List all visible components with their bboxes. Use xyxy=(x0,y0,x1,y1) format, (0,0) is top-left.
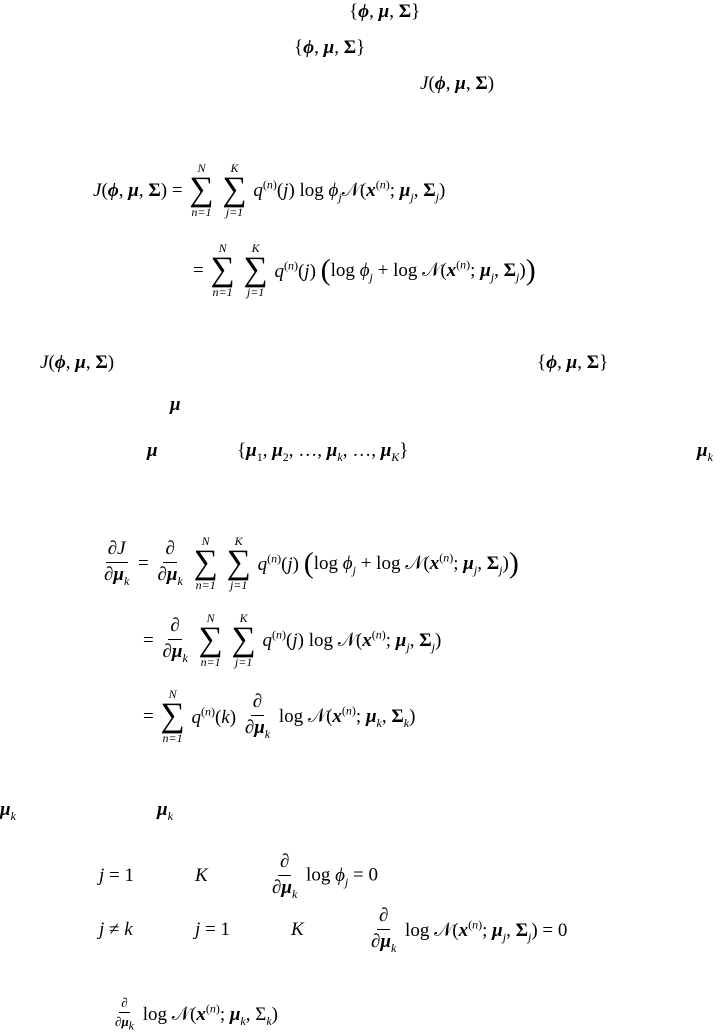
objective-top: J(ϕ, μ, Σ) xyxy=(420,73,495,94)
cond1-expr: $\frac{\partial}{\partial\mu_k}$ $\log \phi_j = 0$ xyxy=(272,851,378,901)
mu-inline-1: μ xyxy=(170,394,181,415)
cond1-K: K xyxy=(195,865,208,886)
eq2-line3: = N ∑ n=1 $q^{(n)}(k)$ $\frac{\partial}{\partial\mu_k}$ $\log 𝒩(x^{(n)}$; $\mu_k$, $\Sigma_k$) xyxy=(143,687,416,745)
eq1-line1: J(ϕ, μ, Σ) = N ∑ n=1 K ∑ j=1 $q^{(n)}(j)$ $\log \phi_j𝒩(x^{(n)}$; $\mu_j$, $\Sigma_j$) xyxy=(93,161,446,219)
mu-k-left: $\mu_k$ xyxy=(0,799,16,823)
cond2-K: K xyxy=(291,919,304,940)
eq2-line1: $\frac{\partial J}{\partial\mu_k}$ = $\frac{\partial}{\partial\mu_k}$ N ∑ n=1 K ∑ j=1 $q^{(n)}(j)$ (log $\phi_j + \log$ $𝒩(x^{(n)}$; $\mu_j$, $\Sigma_j$)) xyxy=(104,534,519,592)
params-set-second: {ϕ, μ, Σ} xyxy=(294,37,366,58)
mu-k-inline: $\mu_k$ xyxy=(697,440,713,464)
mu-inline-2: μ xyxy=(147,440,158,461)
cond2-jnek: j ≠ k xyxy=(99,919,133,940)
eq1-line2: = N ∑ n=1 K ∑ j=1 $q^{(n)}(j)$ (log $\phi_j + \log$ $𝒩(x^{(n)}$; $\mu_j$, $\Sigma_j$)) xyxy=(193,241,536,299)
cond1-j1: j = 1 xyxy=(99,865,134,886)
eq2-line2: = $\frac{\partial}{\partial\mu_k}$ N ∑ n=1 K ∑ j=1 $q^{(n)}(j)$ $\log 𝒩(x^{(n)}$; $\mu_j$, $\Sigma_j$) xyxy=(143,611,442,669)
last-expr: $\frac{\partial}{\partial\mu_k}$ $\log 𝒩(x^{(n)}$; $\mu_k$, $\Sigma_k$) xyxy=(115,995,278,1033)
mu-list: {$\mu_1$, $\mu_2$, …, $\mu_k$, …, $\mu_K$} xyxy=(237,440,409,464)
mu-k-mid: $\mu_k$ xyxy=(157,799,173,823)
cond2-j1: j = 1 xyxy=(195,919,230,940)
params-set-inline: {ϕ, μ, Σ} xyxy=(537,352,609,373)
objective-inline: J(ϕ, μ, Σ) xyxy=(40,352,115,373)
params-set-top: {ϕ, μ, Σ} xyxy=(349,1,421,22)
cond2-expr: $\frac{\partial}{\partial\mu_k}$ $\log 𝒩(x^{(n)}$; $\mu_j$, $\Sigma_j) = 0$ xyxy=(371,905,568,955)
